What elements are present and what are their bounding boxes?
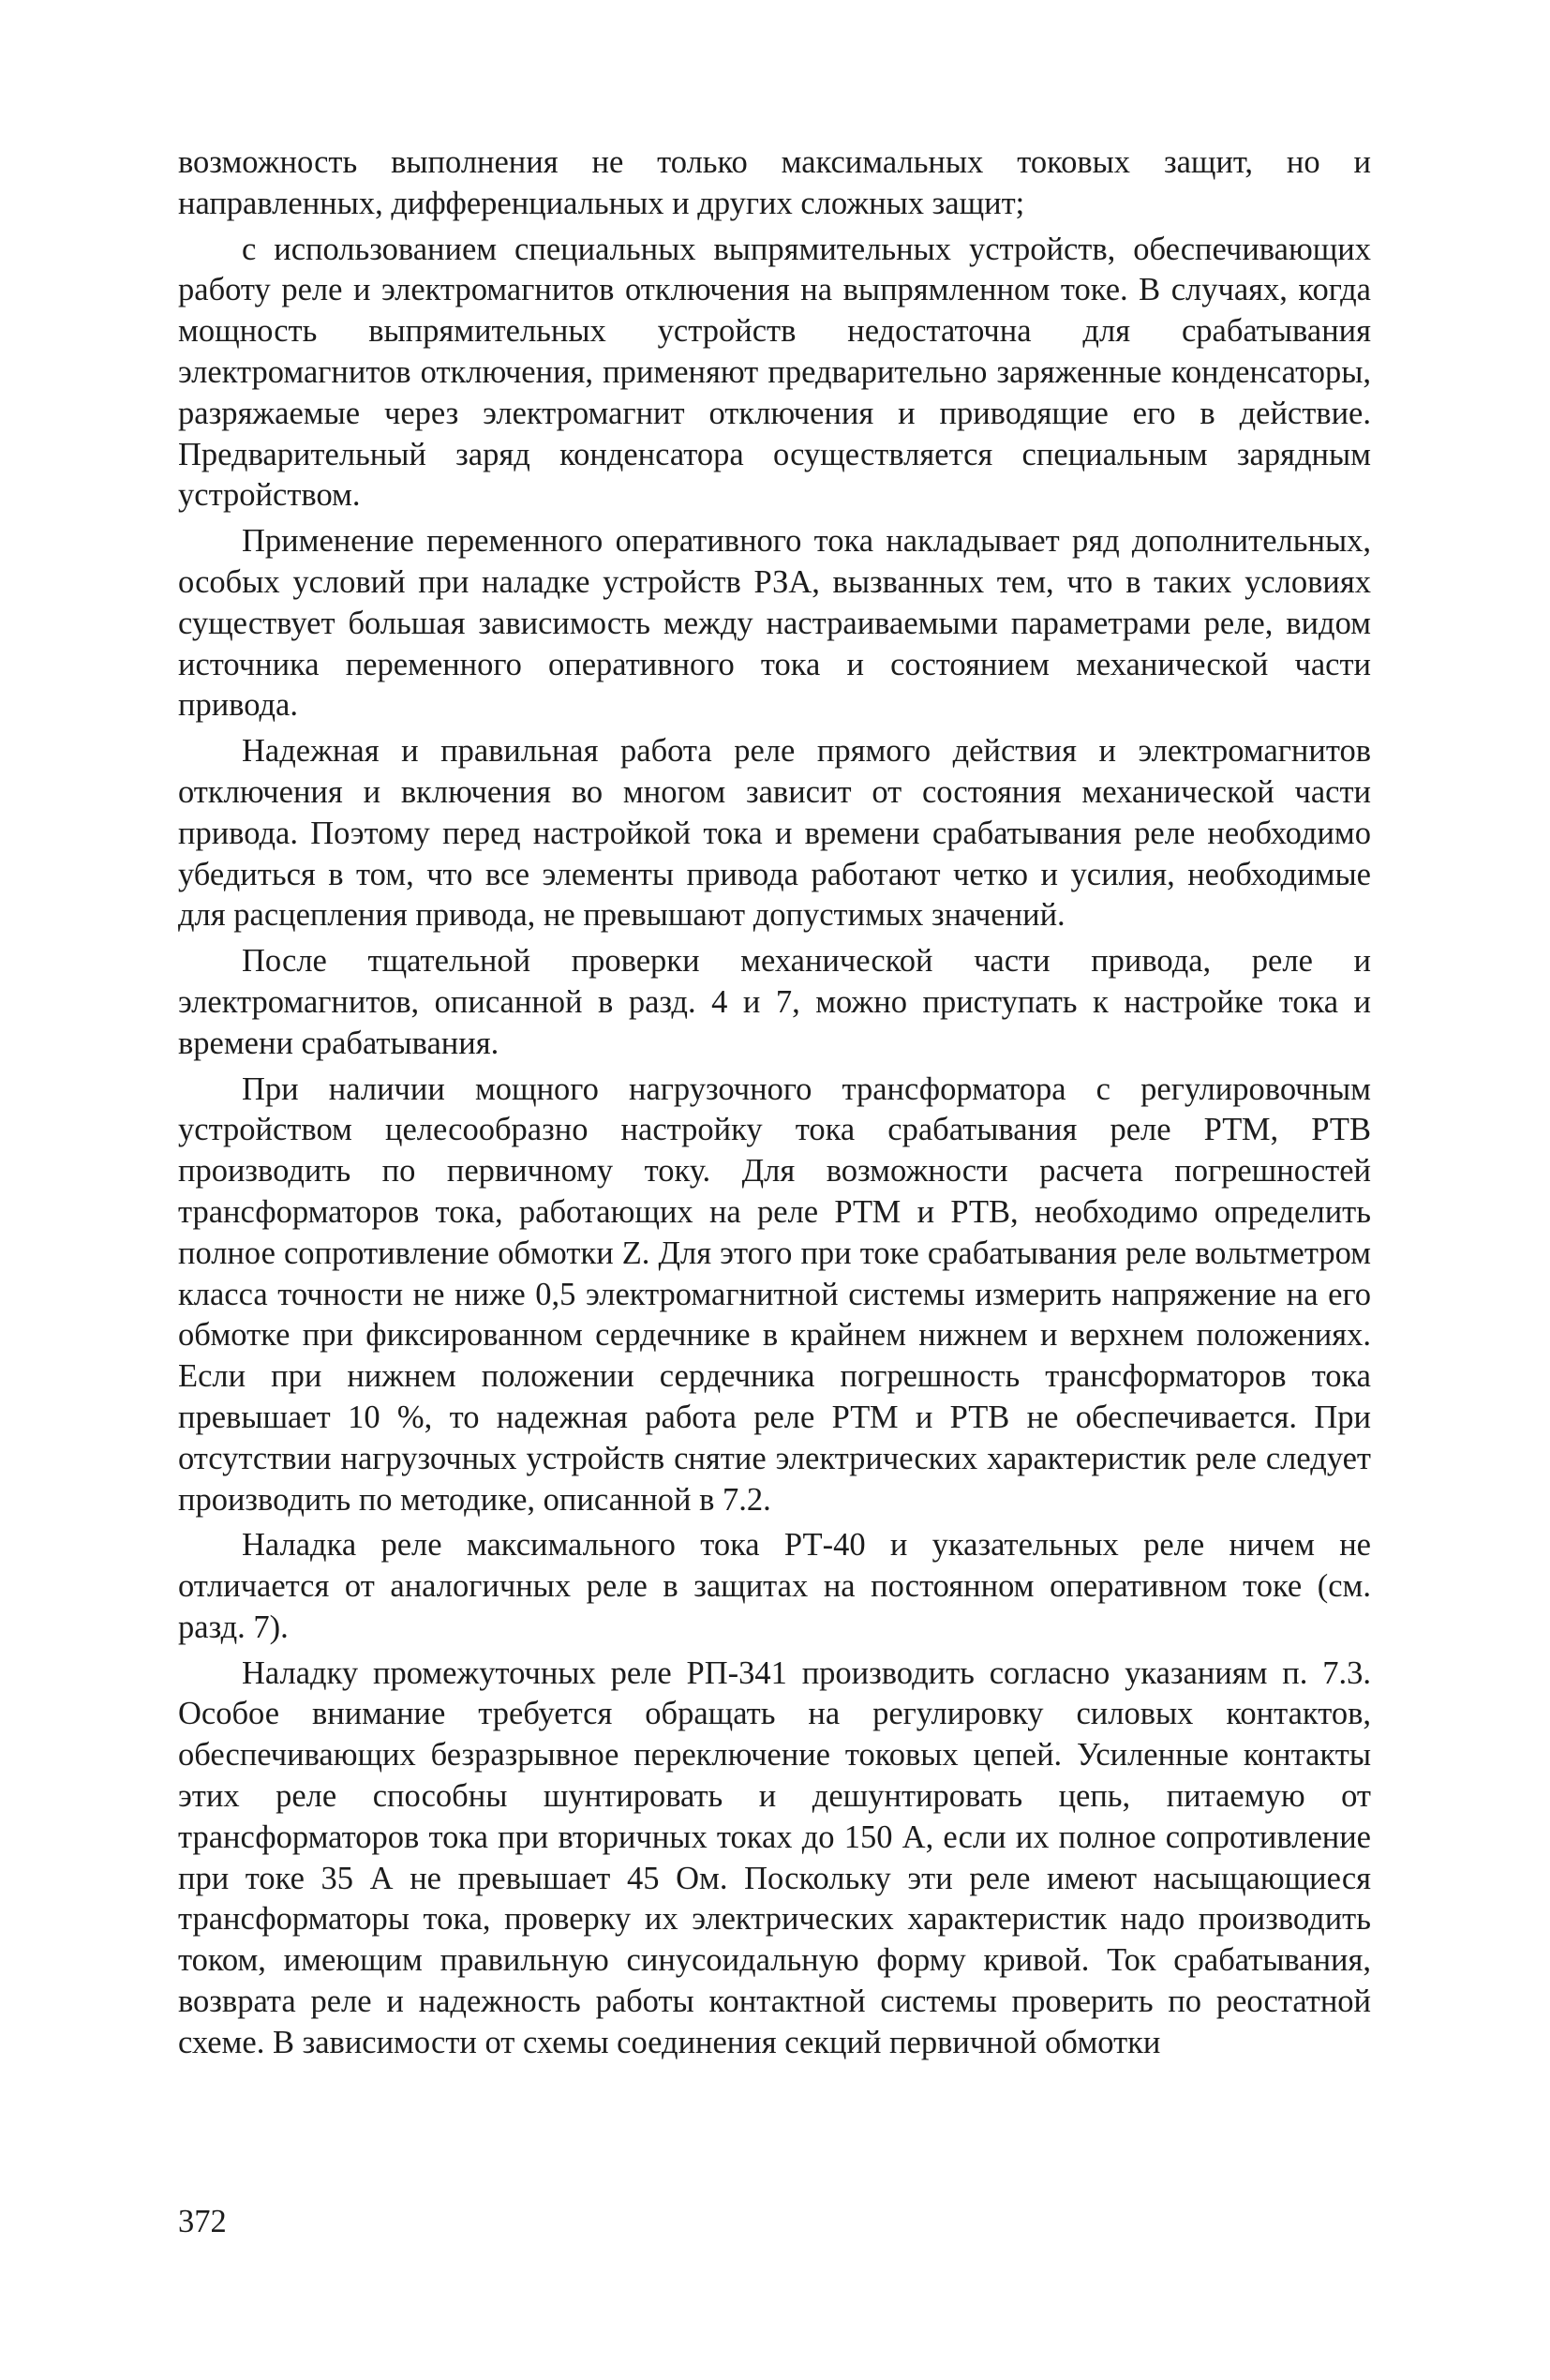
paragraph-load-transformer: При наличии мощного нагрузочного трансформатора с регулировочным устройством целесообразно настройку тока срабатывания реле РТМ, РТВ производить по первичному току. Для возможности расчета погрешностей трансформаторов тока, работающих на реле РТМ и РТВ, необходимо определить полное сопротивление обмотки Z. Для этого при токе срабатывания реле вольтметром класса точности не ниже 0,5 электромагнитной системы измерить напряжение на его обмотке при фиксированном сердечнике в крайнем нижнем и верхнем положениях. Если при нижнем положении сердечника погрешность трансформаторов тока превышает 10 %, то надежная работа реле РТМ и РТВ не обеспечивается. При отсутствии нагрузочных устройств снятие электрических характеристик реле следует производить по методике, описанной в 7.2. — [178, 1070, 1371, 1518]
body-text — [178, 142, 1371, 2064]
paragraph-after-inspection: После тщательной проверки механической части привода, реле и электромагнитов, описанной в разд. 4 и 7, можно приступать к настройке тока и времени срабатывания. — [178, 943, 1371, 1061]
paragraph-continuation: возможность выполнения не только максимальных токовых защит, но и направленных, дифференциальных и других сложных защит; — [178, 144, 1371, 221]
paragraph-rp341-setup: Наладку промежуточных реле РП-341 производить согласно указаниям п. 7.3. Особое внимание требуется обращать на регулировку силовых контактов, обеспечивающих безразрывное переключение токовых цепей. Усиленные контакты этих реле способны шунтировать и дешунтировать цепь, питаемую от трансформаторов тока при вторичных токах до 150 А, если их полное сопротивление при токе 35 А не превышает 45 Ом. Поскольку эти реле имеют насыщающиеся трансформаторы тока, проверку их электрических характеристик надо производить током, имеющим правильную синусоидальную форму кривой. Ток срабатывания, возврата реле и надежность работы контактной системы проверить по реостатной схеме. В зависимости от схемы соединения секций первичной обмотки — [178, 1654, 1371, 2060]
paragraph-drive-mechanics: Надежная и правильная работа реле прямого действия и электромагнитов отключения и включения во многом зависит от состояния механической части привода. Поэтому перед настройкой тока и времени срабатывания реле необходимо убедиться в том, что все элементы привода работают четко и усилия, необходимые для расцепления привода, не превышают допустимых значений. — [178, 733, 1371, 934]
page-number: 372 — [178, 2204, 227, 2239]
paragraph-rt40-setup: Наладка реле максимального тока РТ-40 и указательных реле ничем не отличается от аналогичных реле в защитах на постоянном оперативном токе (см. разд. 7). — [178, 1527, 1371, 1645]
paragraph-rectifier-devices: с использованием специальных выпрямительных устройств, обеспечивающих работу реле и электромагнитов отключения на выпрямленном токе. В случаях, когда мощность выпрямительных устройств недостаточна для срабатывания электромагнитов отключения, применяют предварительно заряженные конденсаторы, разряжаемые через электромагнит отключения и приводящие его в действие. Предварительный заряд конденсатора осуществляется специальным зарядным устройством. — [178, 231, 1371, 514]
paragraph-ac-operating-current: Применение переменного оперативного тока накладывает ряд дополнительных, особых условий при наладке устройств РЗА, вызванных тем, что в таких условиях существует большая зависимость между настраиваемыми параметрами реле, видом источника переменного оперативного тока и состоянием механической части привода. — [178, 523, 1371, 724]
book-page — [178, 142, 1371, 2298]
